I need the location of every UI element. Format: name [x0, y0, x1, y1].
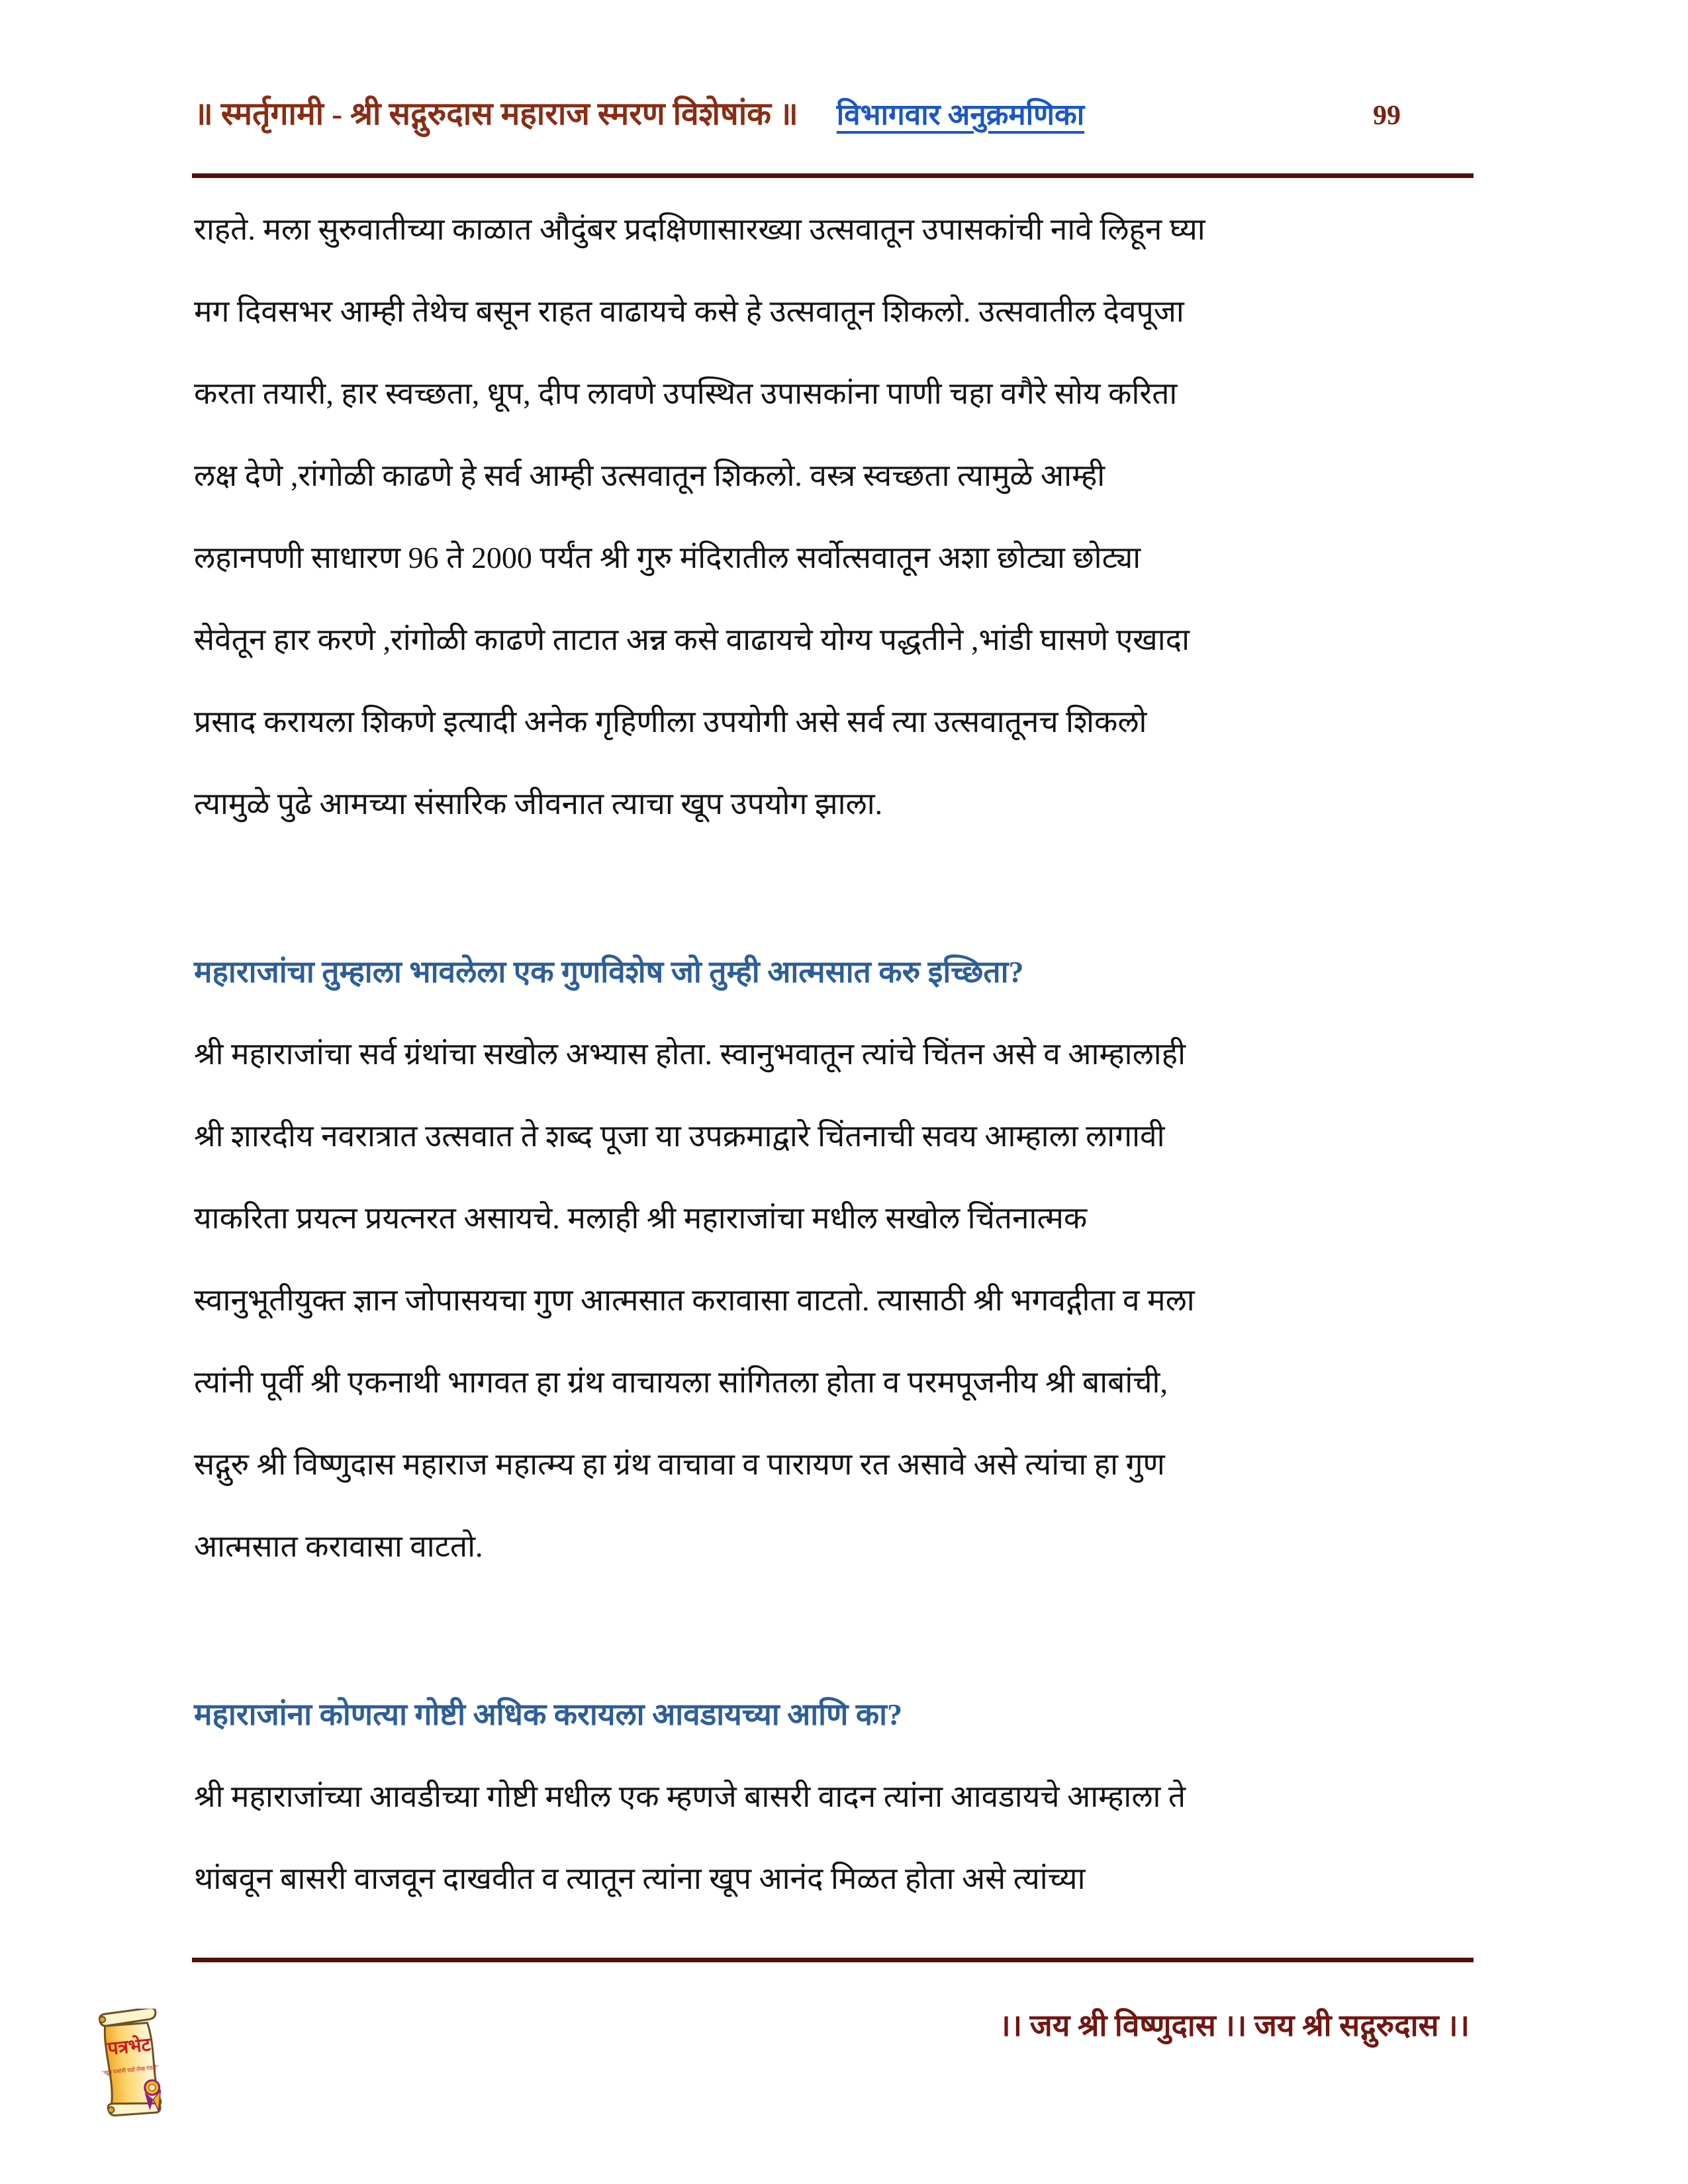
page-number: 99 [1373, 101, 1401, 131]
body-line: सद्गुरु श्री विष्णुदास महाराज महात्म्य हा ग्रंथ वाचावा व पारायण रत असावे असे त्यांचा हा गुण [194, 1447, 1165, 1481]
body-line: मग दिवसभर आम्ही तेथेच बसून राहत वाढायचे कसे हे उत्सवातून शिकलो. उत्सवातील देवपूजा [194, 295, 1184, 328]
body-line: त्यामुळे पुढे आमच्या संसारिक जीवनात त्याचा खूप उपयोग झाला. [194, 787, 883, 821]
scroll-bottom-curl [108, 2107, 115, 2113]
body-line: करता तयारी, हार स्वच्छता, धूप, दीप लावणे उपस्थित उपासकांना पाणी चहा वगैरे सोय करिता [194, 377, 1178, 410]
patrabhet-logo [87, 2009, 180, 2121]
page-title: ॥ स्मर्तृगामी - श्री सद्गुरुदास महाराज स्मरण विशेषांक ॥ [194, 97, 798, 132]
body-line: श्री महाराजांचा सर्व ग्रंथांचा सखोल अभ्यास होता. स्वानुभवातून त्यांचे चिंतन असे व आम्हालाही [194, 1037, 1186, 1071]
body-line: श्री महाराजांच्या आवडीच्या गोष्टी मधील एक म्हणजे बासरी वादन त्यांना आवडायचे आम्हाला ते [194, 1780, 1186, 1813]
page-header [194, 91, 1474, 134]
footer-motto: ।। जय श्री विष्णुदास ।। जय श्री सद्गुरुदास ।। [999, 2009, 1470, 2042]
body-line: लक्ष देणे ,रांगोळी काढणे हे सर्व आम्ही उत्सवातून शिकलो. वस्त्र स्वच्छता त्यामुळे आम्ही [194, 459, 1105, 492]
body-line: स्वानुभूतीयुक्त ज्ञान जोपासयचा गुण आत्मसात करावासा वाटतो. त्यासाठी श्री भगवद्गीता व मला [194, 1283, 1195, 1317]
footer-rule [192, 1958, 1474, 1962]
logo-tagline: "खूप पत्रांची घडो लेख गंठारे" [101, 2064, 160, 2077]
article-body [194, 189, 1478, 1920]
scroll-logo-graphic [87, 2009, 180, 2121]
body-line: प्रसाद करायला शिकणे इत्यादी अनेक गृहिणीला उपयोगी असे सर्व त्या उत्सवातूनच शिकलो [194, 705, 1147, 739]
body-line: राहते. मला सुरुवातीच्या काळात औदुंबर प्रदक्षिणासारख्या उत्सवातून उपासकांची नावे लिहून घ्या [194, 212, 1205, 246]
body-line: आत्मसात करावासा वाटतो. [194, 1529, 483, 1563]
scroll-top-curl [99, 2017, 106, 2023]
header-rule [192, 173, 1474, 178]
question-heading-1: महाराजांचा तुम्हाला भावलेला एक गुणविशेष जो तुम्ही आत्मसात करु इच्छिता? [194, 955, 1024, 989]
rosette-center [148, 2084, 156, 2091]
body-line: त्यांनी पूर्वी श्री एकनाथी भागवत हा ग्रंथ वाचायला सांगितला होता व परमपूजनीय श्री बाबांची, [194, 1365, 1168, 1399]
logo-name: पत्रभेट [107, 2034, 152, 2060]
body-line: थांबवून बासरी वाजवून दाखवीत व त्यातून त्यांना खूप आनंद मिळत होता असे त्यांच्या [194, 1862, 1086, 1895]
body-line: सेवेतून हार करणे ,रांगोळी काढणे ताटात अन्न कसे वाढायचे योग्य पद्धतीने ,भांडी घासणे एखादा [194, 623, 1190, 657]
question-heading-2: महाराजांना कोणत्या गोष्टी अधिक करायला आवडायच्या आणि का? [194, 1698, 903, 1731]
toc-link[interactable]: विभागवार अनुक्रमणिका [836, 99, 1085, 131]
body-line: लहानपणी साधारण 96 ते 2000 पर्यंत श्री गुरु मंदिरातील सर्वोत्सवातून अशा छोट्या छोट्या [194, 541, 1141, 574]
body-line: श्री शारदीय नवरात्रात उत्सवात ते शब्द पूजा या उपक्रमाद्वारे चिंतनाची सवय आम्हाला लागावी [194, 1119, 1165, 1153]
body-line: याकरिता प्रयत्न प्रयत्नरत असायचे. मलाही श्री महाराजांचा मधील सखोल चिंतनात्मक [194, 1201, 1088, 1235]
